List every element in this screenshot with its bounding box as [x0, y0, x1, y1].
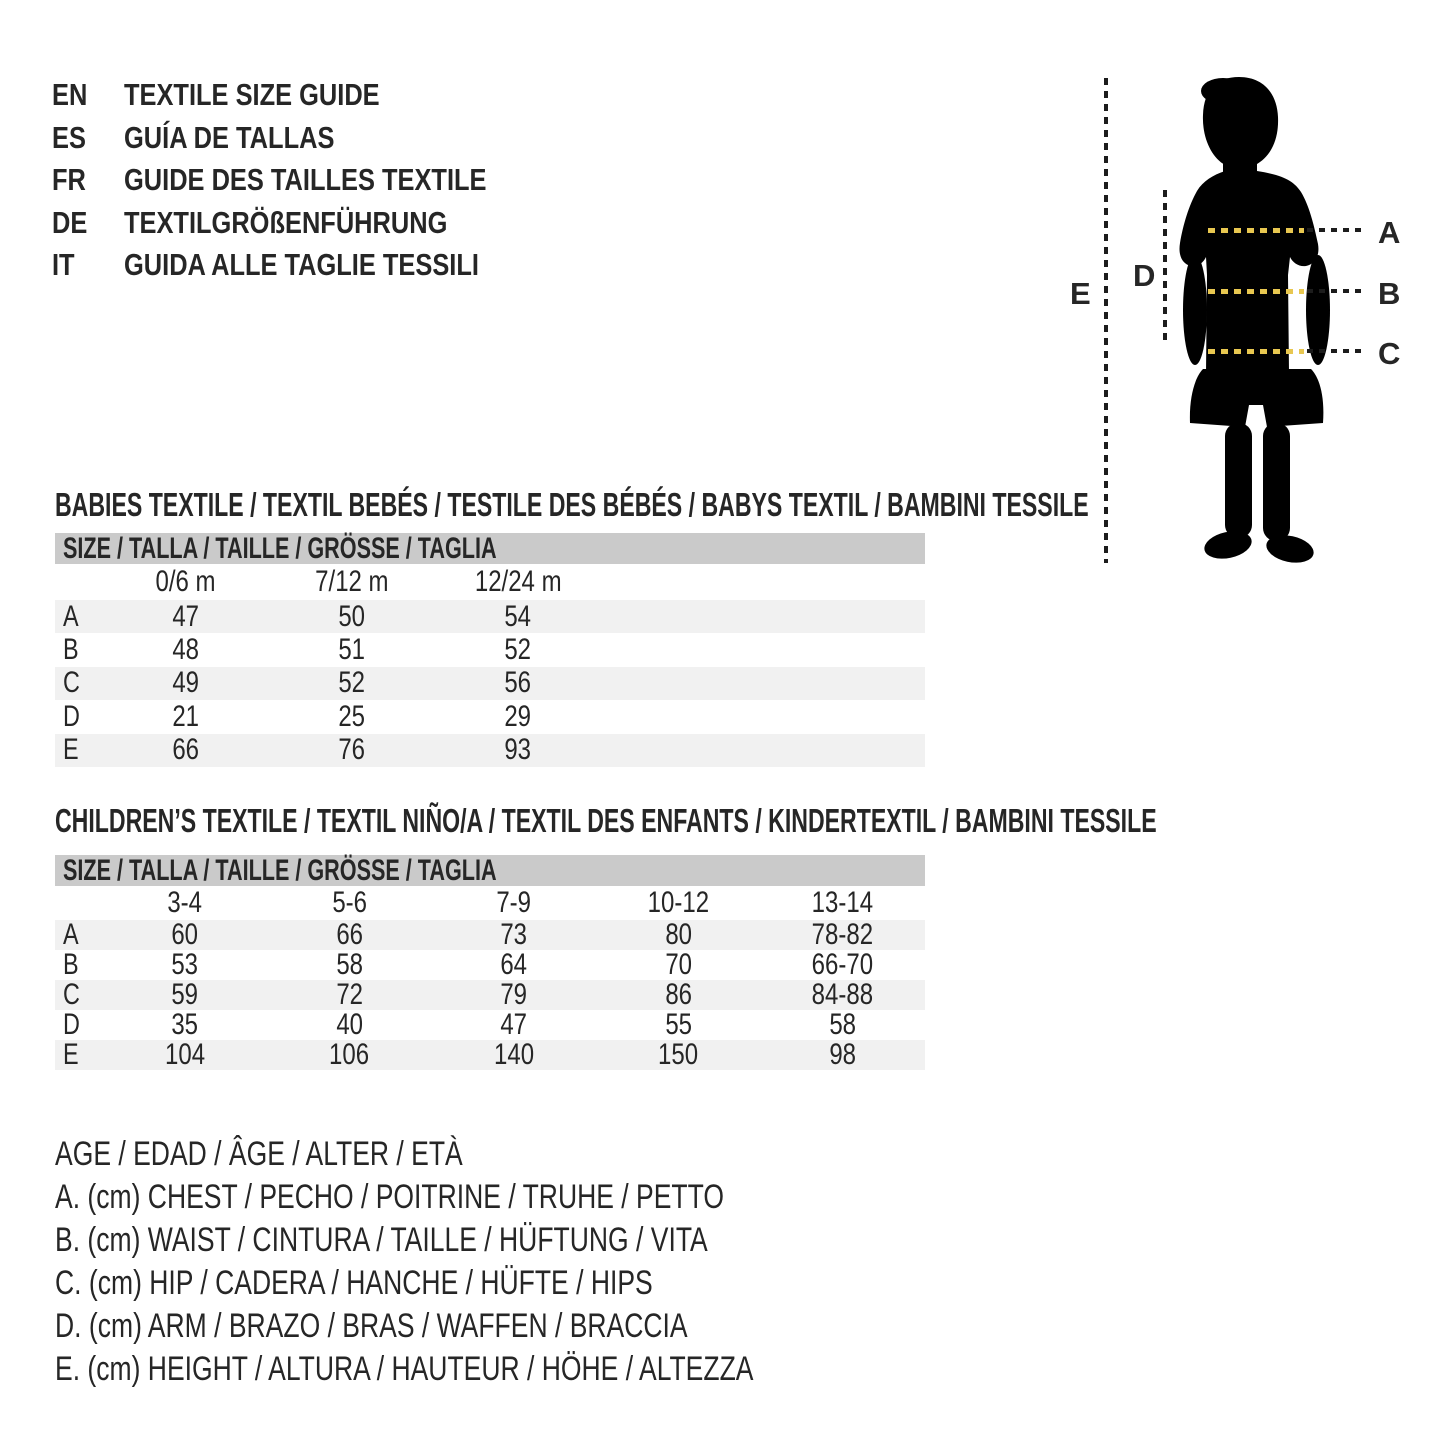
table-row: [55, 734, 925, 767]
legend-item-arm: D. (cm) ARM / BRAZO / BRAS / WAFFEN / BRACCIA: [55, 1307, 688, 1345]
column-header: 3-4: [167, 886, 203, 919]
column-header: 13-14: [812, 886, 874, 919]
measure-label-c: C: [1378, 336, 1401, 371]
children-size-header-band: SIZE / TALLA / TAILLE / GRÖSSE / TAGLIA: [55, 855, 925, 886]
column-header: 0/6 m: [155, 565, 217, 598]
silhouette-shorts: [1190, 369, 1323, 427]
row-label: E: [63, 733, 79, 767]
cell-value: 59: [171, 978, 199, 1011]
column-header: 12/24 m: [474, 565, 562, 598]
arm-measure-line-d: [1163, 190, 1167, 345]
legend-item-height: E. (cm) HEIGHT / ALTURA / HAUTEUR / HÖHE / ALTEZZA: [55, 1350, 754, 1388]
legend-age-line: AGE / EDAD / ÂGE / ALTER / ETÀ: [55, 1135, 463, 1173]
cell-value: 52: [338, 666, 366, 700]
hip-measure-line-c-black: [1307, 349, 1365, 353]
language-row: [52, 159, 566, 202]
column-header: 10-12: [647, 886, 709, 919]
cell-value: 47: [172, 599, 200, 633]
row-label: D: [63, 699, 80, 733]
legend-item-hip: C. (cm) HIP / CADERA / HANCHE / HÜFTE / HIPS: [55, 1264, 653, 1302]
language-title: GUIDA ALLE TAGLIE TESSILI: [124, 247, 479, 283]
measure-label-b: B: [1378, 276, 1401, 311]
column-header: 7/12 m: [315, 565, 389, 598]
row-label: C: [63, 666, 80, 700]
measure-label-d: D: [1133, 258, 1156, 293]
cell-value: 72: [335, 978, 363, 1011]
language-title: TEXTILE SIZE GUIDE: [124, 77, 380, 113]
language-title: GUIDE DES TAILLES TEXTILE: [124, 162, 487, 198]
table-row: [55, 1010, 925, 1040]
cell-value: 86: [664, 978, 692, 1011]
cell-value: 21: [172, 699, 200, 733]
silhouette-hair: [1201, 78, 1245, 104]
language-block: [52, 74, 566, 287]
row-label: D: [63, 1008, 80, 1041]
language-row: [52, 202, 566, 245]
table-row: [55, 980, 925, 1010]
language-title: GUÍA DE TALLAS: [124, 119, 335, 155]
cell-value: 70: [664, 948, 692, 981]
cell-value: 84-88: [812, 978, 874, 1011]
row-label: B: [63, 948, 79, 981]
cell-value: 64: [500, 948, 528, 981]
cell-value: 40: [335, 1008, 363, 1041]
row-label: A: [63, 918, 79, 951]
table-row: [55, 700, 925, 733]
cell-value: 66-70: [812, 948, 874, 981]
babies-size-header-band: SIZE / TALLA / TAILLE / GRÖSSE / TAGLIA: [55, 533, 925, 564]
table-row: [55, 667, 925, 700]
table-row: [55, 950, 925, 980]
cell-value: 106: [329, 1038, 370, 1071]
cell-value: 140: [493, 1038, 534, 1071]
cell-value: 104: [164, 1038, 205, 1071]
cell-value: 58: [829, 1008, 857, 1041]
language-code: EN: [52, 77, 88, 113]
cell-value: 80: [664, 918, 692, 951]
row-label: E: [63, 1038, 79, 1071]
measurement-legend: [55, 1133, 950, 1391]
children-table: [55, 855, 925, 1070]
language-row: [52, 74, 566, 117]
cell-value: 78-82: [812, 918, 874, 951]
cell-value: 35: [171, 1008, 199, 1041]
cell-value: 66: [172, 733, 200, 767]
cell-value: 73: [500, 918, 528, 951]
cell-value: 25: [338, 699, 366, 733]
measure-label-e: E: [1070, 276, 1091, 311]
column-header: 7-9: [496, 886, 532, 919]
silhouette-right-leg: [1263, 423, 1290, 541]
measure-label-a: A: [1378, 215, 1401, 250]
legend-item-chest: A. (cm) CHEST / PECHO / POITRINE / TRUHE / PETTO: [55, 1178, 724, 1216]
waist-measure-line-b-black: [1307, 289, 1365, 293]
table-row: [55, 633, 925, 666]
cell-value: 49: [172, 666, 200, 700]
cell-value: 79: [500, 978, 528, 1011]
row-label: A: [63, 599, 79, 633]
language-title: TEXTILGRÖßENFÜHRUNG: [124, 204, 448, 240]
cell-value: 93: [504, 733, 532, 767]
cell-value: 53: [171, 948, 199, 981]
cell-value: 51: [338, 633, 366, 667]
table-row: [55, 600, 925, 633]
cell-value: 55: [664, 1008, 692, 1041]
language-code: FR: [52, 162, 86, 198]
hip-measure-line-c-yellow: [1208, 349, 1304, 354]
babies-column-header-row: [55, 564, 925, 600]
cell-value: 60: [171, 918, 199, 951]
cell-value: 50: [338, 599, 366, 633]
cell-value: 48: [172, 633, 200, 667]
cell-value: 54: [504, 599, 532, 633]
children-section-title: CHILDREN’S TEXTILE / TEXTIL NIÑO/A / TEXTIL DES ENFANTS / KINDERTEXTIL / BAMBINI TESSILE: [55, 802, 1157, 839]
cell-value: 52: [504, 633, 532, 667]
silhouette-left-arm: [1183, 255, 1207, 365]
cell-value: 76: [338, 733, 366, 767]
cell-value: 66: [335, 918, 363, 951]
chest-measure-line-a-yellow: [1208, 228, 1304, 233]
cell-value: 98: [829, 1038, 857, 1071]
language-row: [52, 117, 566, 160]
cell-value: 29: [504, 699, 532, 733]
column-header: 5-6: [331, 886, 367, 919]
babies-section-title: BABIES TEXTILE / TEXTIL BEBÉS / TESTILE DES BÉBÉS / BABYS TEXTIL / BAMBINI TESSILE: [55, 486, 1089, 523]
cell-value: 56: [504, 666, 532, 700]
language-row: [52, 244, 566, 287]
language-code: ES: [52, 119, 86, 155]
row-label: C: [63, 978, 80, 1011]
table-row: [55, 1040, 925, 1070]
language-code: DE: [52, 204, 88, 240]
babies-table: [55, 533, 925, 767]
cell-value: 47: [500, 1008, 528, 1041]
table-row: [55, 920, 925, 950]
chest-measure-line-a-black: [1307, 228, 1365, 232]
legend-item-waist: B. (cm) WAIST / CINTURA / TAILLE / HÜFTUNG / VITA: [55, 1221, 708, 1259]
cell-value: 150: [658, 1038, 699, 1071]
language-code: IT: [52, 247, 75, 283]
waist-measure-line-b-yellow: [1208, 289, 1304, 294]
children-column-header-row: [55, 886, 925, 920]
row-label: B: [63, 633, 79, 667]
cell-value: 58: [335, 948, 363, 981]
